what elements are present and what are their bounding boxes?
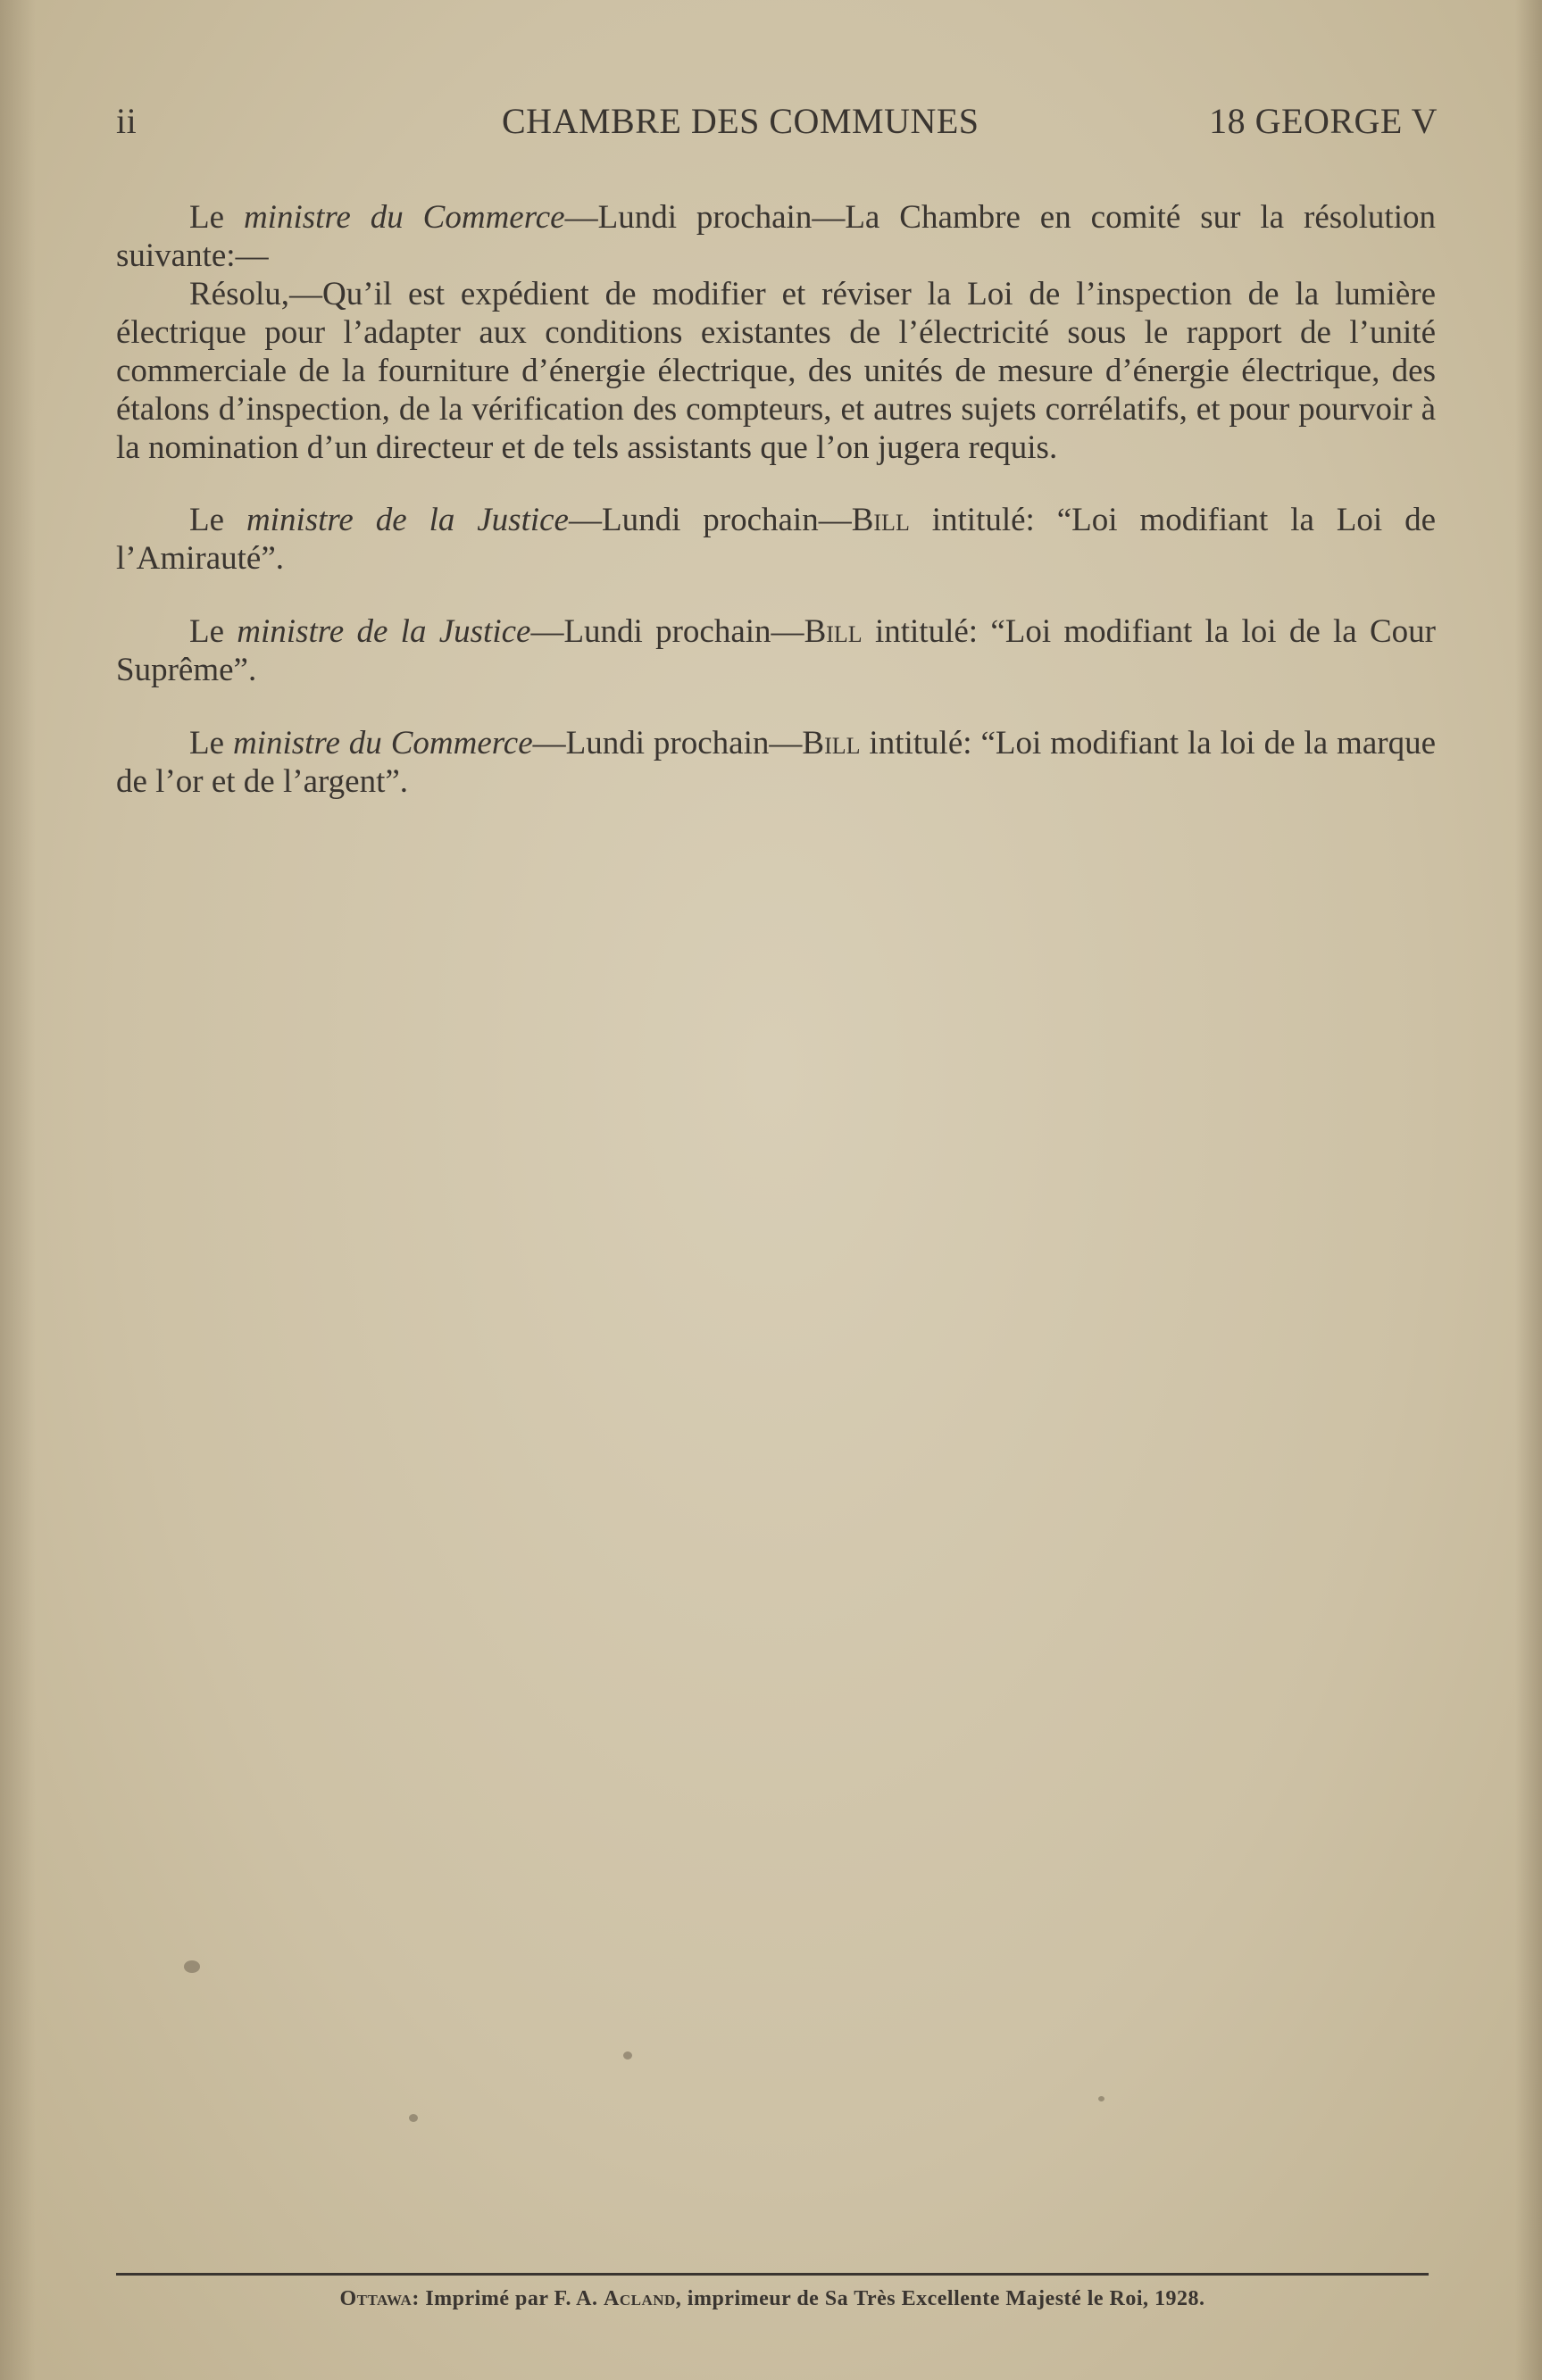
text-run: , imprimeur de Sa Très Excellente Majesté le Roi, 1928.	[675, 2287, 1205, 2310]
minister-name: ministre du Commerce	[243, 199, 565, 236]
paragraph-bill-admiralty	[116, 501, 1436, 578]
minister-name: ministre du Commerce	[232, 725, 533, 761]
imprint-place: Ottawa	[339, 2287, 413, 2310]
page-edge-shadow	[1515, 0, 1542, 2380]
text-run: —Lundi prochain—	[568, 502, 852, 538]
paper-stain	[623, 2051, 632, 2060]
body-text	[116, 198, 1436, 801]
paper-stain	[1098, 2096, 1104, 2101]
paper-stain	[184, 1960, 200, 1973]
bill-label: Bill	[804, 613, 863, 650]
imprint-printer: Acland	[604, 2287, 676, 2310]
running-header	[116, 100, 1438, 154]
footer-rule	[116, 2273, 1429, 2276]
text-run: Le	[189, 613, 238, 650]
paper-stain	[409, 2114, 418, 2122]
paragraph-resolution-text: Résolu,—Qu’il est expédient de modifier et réviser la Loi de l’inspection de la lumière électrique pour l’adapter aux conditions existantes de l’électricité sous le rapport de l’unité commerciale de la fourniture d’énergie électrique, des unités de mesure d’énergie électrique, des étalons d’inspection, de la vérification des compteurs, et autres sujets corrélatifs, et pour pourvoir à la nomination d’un directeur et de tels assistants que l’on jugera requis.	[116, 276, 1436, 466]
paragraph-bill-gold-silver	[116, 724, 1436, 801]
header-regnal-year: 18 GEORGE V	[1209, 101, 1438, 141]
printer-imprint	[116, 2287, 1429, 2311]
bill-label: Bill	[802, 725, 861, 761]
paragraph-bill-supreme-court	[116, 612, 1436, 689]
text-run: Le	[189, 725, 233, 761]
text-run: Le	[189, 199, 244, 236]
page-number: ii	[116, 101, 138, 141]
text-run: —Lundi prochain—	[530, 613, 804, 650]
text-run: —Lundi prochain—La Chambre en comité sur la résolution suivante:—	[116, 199, 1436, 274]
text-run: —Lundi prochain—	[532, 725, 803, 761]
minister-name: ministre de la Justice	[237, 613, 531, 650]
text-run: intitulé: “Loi modifiant la Loi de l’Amirauté”.	[116, 502, 1437, 577]
bill-label: Bill	[851, 502, 910, 538]
paragraph-commerce-resolution	[116, 198, 1436, 275]
text-run: : Imprimé par F. A.	[412, 2287, 604, 2310]
header-title: CHAMBRE DES COMMUNES	[502, 101, 979, 141]
page-gutter-shadow	[0, 0, 36, 2380]
minister-name: ministre de la Justice	[246, 502, 569, 538]
text-run: intitulé: “Loi modifiant la loi de la Cour Suprême”.	[116, 613, 1436, 688]
text-run: intitulé: “Loi modifiant la loi de la marque de l’or et de l’argent”.	[116, 725, 1436, 800]
text-run: Le	[189, 502, 246, 538]
